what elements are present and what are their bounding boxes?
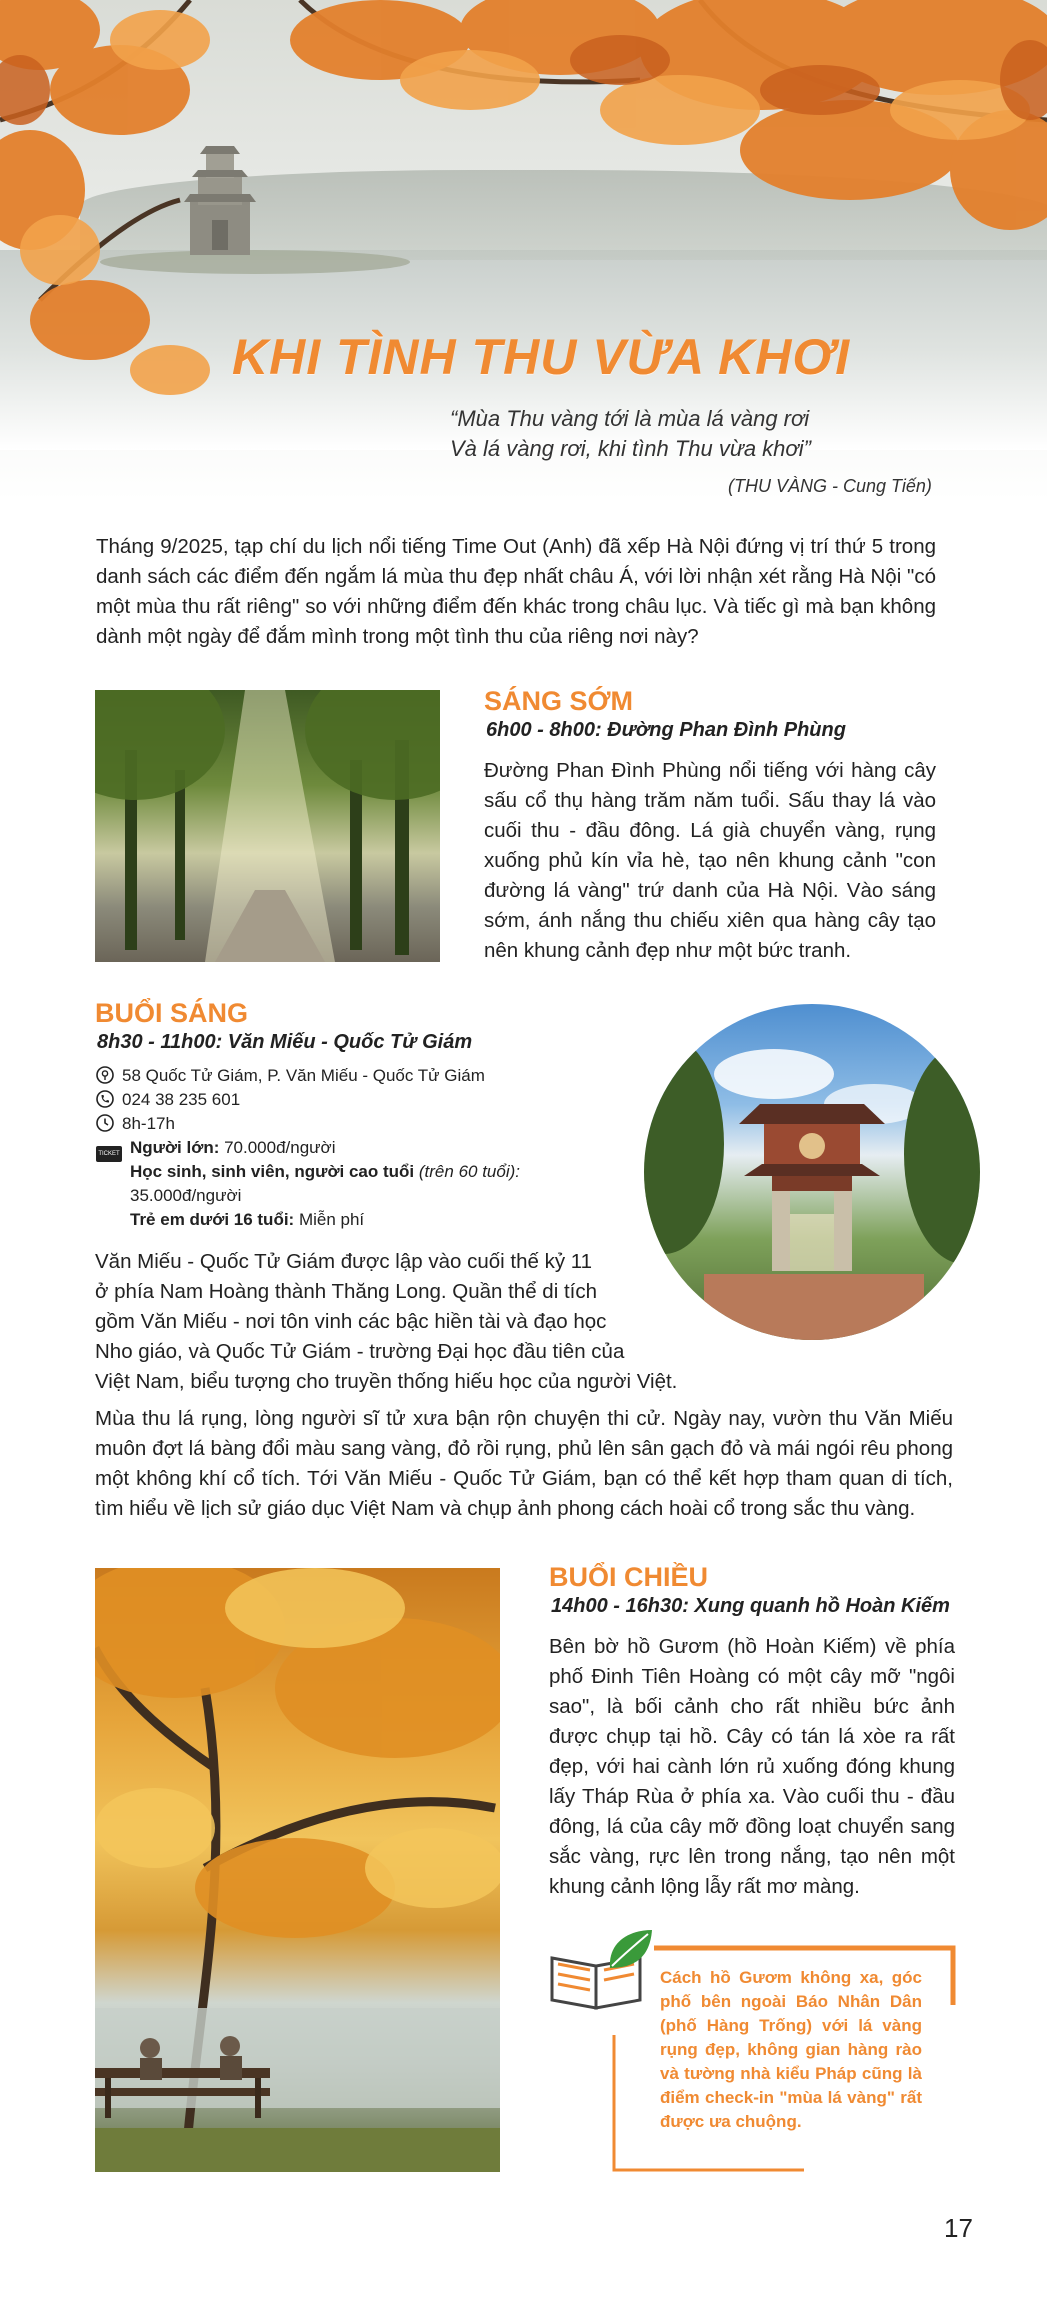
ticket-child-row: [130, 1209, 364, 1231]
autumn-tree-lake: [95, 1568, 500, 2172]
quote-line-1: “Mùa Thu vàng tới là mùa lá vàng rơi: [450, 406, 810, 431]
morning-line-2: ở phía Nam Hoàng thành Thăng Long. Quần thể di tích: [95, 1280, 597, 1303]
phone-row: [96, 1089, 240, 1111]
page-title: KHI TÌNH THU VỪA KHƠI: [232, 329, 851, 385]
section-title-afternoon: BUỔI CHIỀU: [549, 1562, 709, 1592]
section-body-afternoon: Bên bờ hồ Gươm (hồ Hoàn Kiếm) về phía phố Đinh Tiên Hoàng có một cây mỡ "ngôi sao", là bối cảnh cho rất nhiều bức ảnh được chụp tại hồ. Cây có tán lá xòe ra rất đẹp, với hai cành lớn rủ xuống đóng khung lấy Tháp Rùa ở phía xa. Vào cuối thu - đầu đông, lá của cây mỡ đồng loạt chuyển sang sắc vàng, rực lên trong nắng, tạo nên một khung cảnh lộng lẫy rất mơ màng.: [549, 1635, 955, 1898]
quote-line-2: Và lá vàng rơi, khi tình Thu vừa khơi”: [450, 436, 811, 461]
section-title-early: SÁNG SỚM: [484, 686, 634, 716]
ticket-student-note: (trên 60 tuổi):: [418, 1162, 520, 1181]
book-leaf-icon: [548, 1928, 654, 2012]
ticket-student-label: Học sinh, sinh viên, người cao tuổi: [130, 1162, 415, 1181]
ticket-adult-label: Người lớn:: [130, 1138, 220, 1157]
address-row: [96, 1065, 485, 1087]
section-title-morning: BUỔI SÁNG: [95, 998, 249, 1028]
tip-text: Cách hồ Gươm không xa, góc phố bên ngoài Báo Nhân Dân (phố Hàng Trống) với lá vàng rụng đẹp, không gian hàng rào và tường nhà kiểu Pháp cũng là điểm check-in "mùa lá vàng" rất được ưa chuộng.: [660, 1968, 922, 2131]
section-subtitle-afternoon: 14h00 - 16h30: Xung quanh hồ Hoàn Kiếm: [551, 1595, 950, 1617]
ticket-student-value: 35.000đ/người: [130, 1186, 242, 1205]
phan-dinh-phung-photo: [95, 690, 440, 962]
phone-icon: [96, 1090, 114, 1108]
morning-line-1: Văn Miếu - Quốc Tử Giám được lập vào cuối thế kỷ 11: [95, 1250, 593, 1273]
hoan-kiem-photo: [95, 1568, 500, 2172]
ticket-adult-value: 70.000đ/người: [224, 1138, 336, 1157]
ticket-adult-row: [96, 1137, 335, 1162]
morning-line-3: gồm Văn Miếu - nơi tôn vinh các bậc hiền tài và đạo học: [95, 1310, 607, 1333]
section-subtitle-morning: 8h30 - 11h00: Văn Miếu - Quốc Tử Giám: [97, 1031, 473, 1053]
ticket-child-value: Miễn phí: [298, 1210, 365, 1229]
morning-line-4: Nho giáo, và Quốc Tử Giám - trường Đại học đầu tiên của: [95, 1340, 625, 1363]
quote-source: (THU VÀNG - Cung Tiến): [728, 476, 932, 496]
location-pin-icon: [96, 1066, 114, 1084]
hours-text: 8h-17h: [122, 1114, 175, 1133]
section-body-morning-1: [95, 1247, 695, 1397]
hours-row: [96, 1113, 175, 1135]
ticket-student-row: [130, 1161, 520, 1183]
intro-paragraph: Tháng 9/2025, tạp chí du lịch nổi tiếng Time Out (Anh) đã xếp Hà Nội đứng vị trí thứ 5 trong danh sách các điểm đến ngắm lá mùa thu đẹp nhất châu Á, với lời nhận xét rằng Hà Nội "có một mùa thu rất riêng" so với những điểm đến khác trong châu lục. Và tiếc gì mà bạn không dành một ngày để đắm mình trong một tình thu của riêng nơi này?: [96, 535, 936, 648]
ticket-child-label: Trẻ em dưới 16 tuổi:: [130, 1210, 295, 1229]
address-text: 58 Quốc Tử Giám, P. Văn Miếu - Quốc Tử Giám: [122, 1066, 485, 1085]
section-subtitle-early: 6h00 - 8h00: Đường Phan Đình Phùng: [486, 719, 846, 741]
ticket-icon: TICKET: [96, 1146, 122, 1162]
page-number: 17: [944, 2213, 973, 2243]
phone-text: 024 38 235 601: [122, 1090, 241, 1109]
tree-lined-street: [95, 690, 440, 962]
morning-line-5: Việt Nam, biểu tượng cho truyền thống hiếu học của người Việt.: [95, 1370, 678, 1393]
clock-icon: [96, 1114, 114, 1132]
section-body-early: Đường Phan Đình Phùng nổi tiếng với hàng cây sấu cổ thụ hàng trăm năm tuổi. Sấu thay lá vào cuối thu - đầu đông. Lá già chuyển vàng, rụng xuống phủ kín vỉa hè, tạo nên khung cảnh "con đường lá vàng" trứ danh của Hà Nội. Vào sáng sớm, ánh nắng thu chiếu xiên qua hàng cây tạo nên khung cảnh đẹp như một bức tranh.: [484, 759, 936, 962]
section-body-morning-2: Mùa thu lá rụng, lòng người sĩ tử xưa bận rộn chuyện thi cử. Ngày nay, vườn thu Văn Miếu muôn đợt lá bàng đổi màu sang vàng, đỏ rồi rụng, phủ lên sân gạch đỏ và mái ngói rêu phong một không khí cổ tích. Tới Văn Miếu - Quốc Tử Giám, bạn có thể kết hợp tham quan di tích, tìm hiểu về lịch sử giáo dục Việt Nam và chụp ảnh phong cách hoài cổ trong sắc thu vàng.: [95, 1407, 953, 1520]
